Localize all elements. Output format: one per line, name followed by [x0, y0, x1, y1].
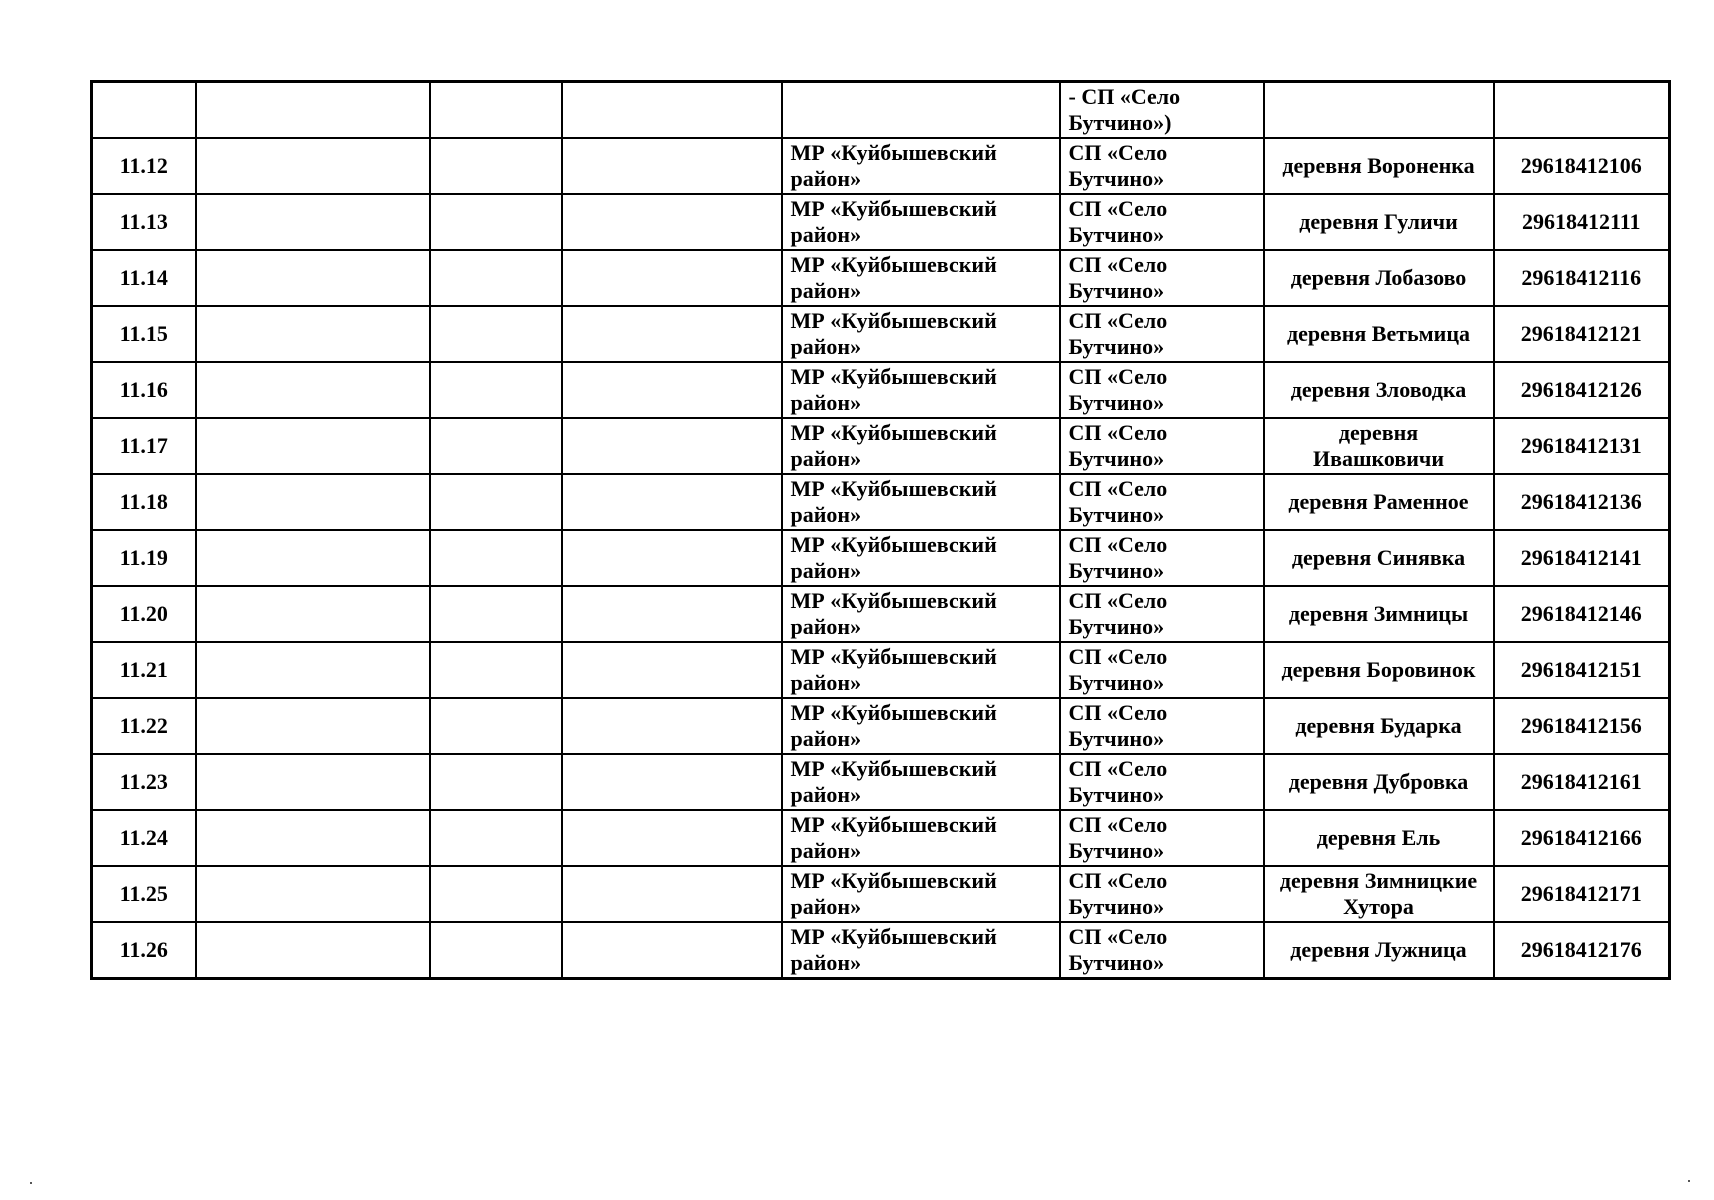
cell-rural-settlement: СП «Село Бутчино» — [1060, 810, 1264, 866]
cell-oktmo-code: 29618412131 — [1494, 418, 1670, 474]
cell-municipal-district: МР «Куйбышевский район» — [782, 698, 1060, 754]
cell-number: 11.22 — [92, 698, 196, 754]
cell-empty-2 — [430, 306, 562, 362]
cell-rural-settlement: СП «Село Бутчино» — [1060, 922, 1264, 979]
cell-rural-settlement: СП «Село Бутчино» — [1060, 698, 1264, 754]
cell-empty-1 — [196, 138, 430, 194]
cell-oktmo-code: 29618412151 — [1494, 642, 1670, 698]
cell-municipal-district: МР «Куйбышевский район» — [782, 922, 1060, 979]
cell-oktmo-code: 29618412161 — [1494, 754, 1670, 810]
cell-municipal-district: МР «Куйбышевский район» — [782, 586, 1060, 642]
cell-locality — [1264, 82, 1494, 139]
table-row — [92, 866, 1670, 922]
cell-empty-3 — [562, 250, 782, 306]
cell-rural-settlement: СП «Село Бутчино» — [1060, 474, 1264, 530]
cell-oktmo-code: 29618412156 — [1494, 698, 1670, 754]
cell-rural-settlement: СП «Село Бутчино» — [1060, 530, 1264, 586]
cell-empty-3 — [562, 82, 782, 139]
scan-speck-left — [30, 1182, 32, 1184]
table-row — [92, 642, 1670, 698]
table-row — [92, 138, 1670, 194]
cell-empty-2 — [430, 586, 562, 642]
cell-rural-settlement: СП «Село Бутчино» — [1060, 586, 1264, 642]
cell-number: 11.18 — [92, 474, 196, 530]
cell-empty-3 — [562, 922, 782, 979]
cell-oktmo-code: 29618412171 — [1494, 866, 1670, 922]
cell-empty-3 — [562, 866, 782, 922]
cell-municipal-district: МР «Куйбышевский район» — [782, 194, 1060, 250]
cell-rural-settlement: СП «Село Бутчино» — [1060, 866, 1264, 922]
cell-empty-1 — [196, 754, 430, 810]
cell-empty-3 — [562, 362, 782, 418]
cell-rural-settlement: СП «Село Бутчино» — [1060, 642, 1264, 698]
cell-locality: деревня Зловодка — [1264, 362, 1494, 418]
scan-speck-right — [1688, 1180, 1690, 1182]
cell-municipal-district: МР «Куйбышевский район» — [782, 530, 1060, 586]
cell-rural-settlement: СП «Село Бутчино» — [1060, 306, 1264, 362]
cell-oktmo-code: 29618412176 — [1494, 922, 1670, 979]
cell-municipal-district: МР «Куйбышевский район» — [782, 642, 1060, 698]
cell-empty-1 — [196, 866, 430, 922]
cell-locality: деревня Лужница — [1264, 922, 1494, 979]
table-row-continuation — [92, 82, 1670, 139]
cell-empty-3 — [562, 306, 782, 362]
cell-number: 11.23 — [92, 754, 196, 810]
table-row — [92, 810, 1670, 866]
cell-empty-1 — [196, 306, 430, 362]
cell-locality: деревня Лобазово — [1264, 250, 1494, 306]
cell-empty-1 — [196, 362, 430, 418]
cell-empty-1 — [196, 586, 430, 642]
cell-empty-3 — [562, 418, 782, 474]
table-row — [92, 586, 1670, 642]
cell-rural-settlement: СП «Село Бутчино» — [1060, 250, 1264, 306]
cell-oktmo-code: 29618412111 — [1494, 194, 1670, 250]
cell-oktmo-code — [1494, 82, 1670, 139]
cell-number: 11.12 — [92, 138, 196, 194]
cell-municipal-district — [782, 82, 1060, 139]
cell-empty-3 — [562, 138, 782, 194]
cell-empty-2 — [430, 250, 562, 306]
cell-municipal-district: МР «Куйбышевский район» — [782, 866, 1060, 922]
cell-empty-3 — [562, 586, 782, 642]
cell-municipal-district: МР «Куйбышевский район» — [782, 810, 1060, 866]
cell-locality: деревня Ивашковичи — [1264, 418, 1494, 474]
cell-locality: деревня Боровинок — [1264, 642, 1494, 698]
cell-number: 11.21 — [92, 642, 196, 698]
cell-rural-settlement: СП «Село Бутчино» — [1060, 754, 1264, 810]
cell-number: 11.20 — [92, 586, 196, 642]
cell-empty-1 — [196, 642, 430, 698]
cell-municipal-district: МР «Куйбышевский район» — [782, 474, 1060, 530]
cell-empty-1 — [196, 698, 430, 754]
cell-empty-3 — [562, 754, 782, 810]
cell-municipal-district: МР «Куйбышевский район» — [782, 138, 1060, 194]
table-row — [92, 922, 1670, 979]
cell-empty-1 — [196, 474, 430, 530]
settlements-table — [90, 80, 1671, 980]
cell-oktmo-code: 29618412146 — [1494, 586, 1670, 642]
cell-locality: деревня Зимницы — [1264, 586, 1494, 642]
cell-locality: деревня Дубровка — [1264, 754, 1494, 810]
cell-empty-2 — [430, 138, 562, 194]
cell-municipal-district: МР «Куйбышевский район» — [782, 362, 1060, 418]
table-row — [92, 418, 1670, 474]
cell-empty-1 — [196, 810, 430, 866]
cell-number — [92, 82, 196, 139]
cell-locality: деревня Вороненка — [1264, 138, 1494, 194]
table-body — [92, 82, 1670, 979]
cell-municipal-district: МР «Куйбышевский район» — [782, 418, 1060, 474]
cell-empty-2 — [430, 698, 562, 754]
cell-number: 11.17 — [92, 418, 196, 474]
cell-empty-1 — [196, 82, 430, 139]
cell-locality: деревня Гуличи — [1264, 194, 1494, 250]
table-row — [92, 306, 1670, 362]
cell-empty-2 — [430, 418, 562, 474]
table-row — [92, 698, 1670, 754]
table-row — [92, 194, 1670, 250]
cell-oktmo-code: 29618412106 — [1494, 138, 1670, 194]
cell-municipal-district: МР «Куйбышевский район» — [782, 306, 1060, 362]
cell-number: 11.16 — [92, 362, 196, 418]
cell-empty-2 — [430, 642, 562, 698]
cell-municipal-district: МР «Куйбышевский район» — [782, 754, 1060, 810]
cell-empty-2 — [430, 810, 562, 866]
cell-locality: деревня Ветьмица — [1264, 306, 1494, 362]
cell-empty-2 — [430, 194, 562, 250]
cell-oktmo-code: 29618412136 — [1494, 474, 1670, 530]
cell-empty-1 — [196, 418, 430, 474]
cell-empty-3 — [562, 194, 782, 250]
cell-empty-2 — [430, 922, 562, 979]
table-row — [92, 530, 1670, 586]
cell-locality: деревня Бударка — [1264, 698, 1494, 754]
cell-oktmo-code: 29618412126 — [1494, 362, 1670, 418]
cell-oktmo-code: 29618412141 — [1494, 530, 1670, 586]
table-row — [92, 754, 1670, 810]
cell-empty-2 — [430, 362, 562, 418]
cell-empty-2 — [430, 530, 562, 586]
cell-empty-1 — [196, 250, 430, 306]
cell-rural-settlement: СП «Село Бутчино» — [1060, 418, 1264, 474]
cell-empty-1 — [196, 194, 430, 250]
cell-empty-2 — [430, 866, 562, 922]
cell-oktmo-code: 29618412116 — [1494, 250, 1670, 306]
cell-empty-3 — [562, 642, 782, 698]
cell-locality: деревня Синявка — [1264, 530, 1494, 586]
cell-empty-3 — [562, 530, 782, 586]
cell-empty-2 — [430, 474, 562, 530]
cell-number: 11.24 — [92, 810, 196, 866]
cell-rural-settlement: СП «Село Бутчино» — [1060, 362, 1264, 418]
cell-empty-1 — [196, 922, 430, 979]
cell-number: 11.26 — [92, 922, 196, 979]
cell-oktmo-code: 29618412121 — [1494, 306, 1670, 362]
cell-empty-3 — [562, 698, 782, 754]
cell-empty-1 — [196, 530, 430, 586]
cell-rural-settlement: СП «Село Бутчино» — [1060, 194, 1264, 250]
cell-empty-3 — [562, 810, 782, 866]
cell-locality: деревня Зимницкие Хутора — [1264, 866, 1494, 922]
cell-number: 11.15 — [92, 306, 196, 362]
cell-locality: деревня Раменное — [1264, 474, 1494, 530]
cell-municipal-district: МР «Куйбышевский район» — [782, 250, 1060, 306]
cell-empty-2 — [430, 754, 562, 810]
table-row — [92, 362, 1670, 418]
cell-oktmo-code: 29618412166 — [1494, 810, 1670, 866]
cell-rural-settlement: СП «Село Бутчино» — [1060, 138, 1264, 194]
cell-locality: деревня Ель — [1264, 810, 1494, 866]
cell-rural-settlement: - СП «Село Бутчино») — [1060, 82, 1264, 139]
cell-number: 11.13 — [92, 194, 196, 250]
table-row — [92, 250, 1670, 306]
cell-number: 11.14 — [92, 250, 196, 306]
cell-empty-2 — [430, 82, 562, 139]
cell-number: 11.25 — [92, 866, 196, 922]
cell-number: 11.19 — [92, 530, 196, 586]
cell-empty-3 — [562, 474, 782, 530]
table-row — [92, 474, 1670, 530]
